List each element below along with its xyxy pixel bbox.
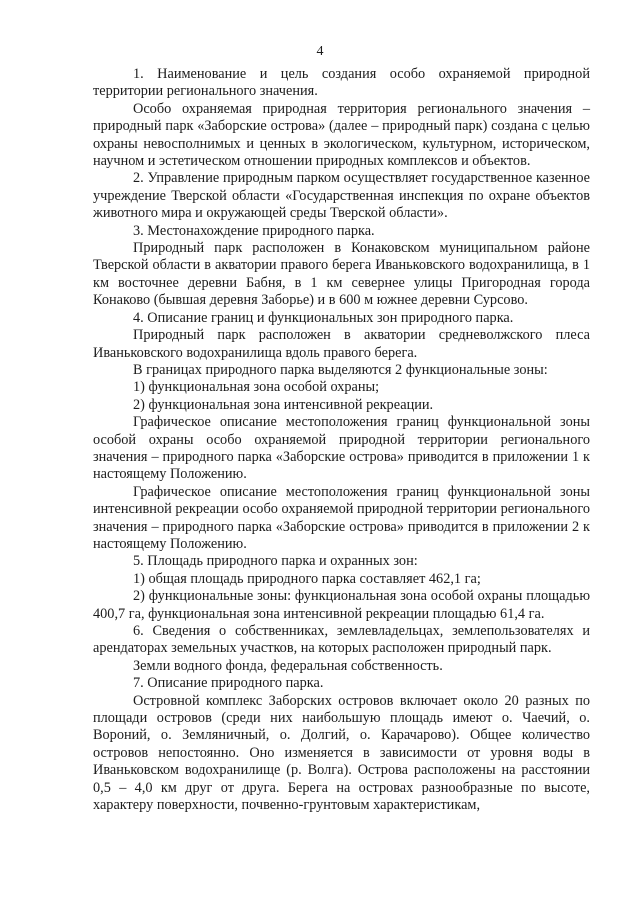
list-item: 1) функциональная зона особой охраны;	[133, 379, 380, 396]
section-heading: 3. Местонахождение природного парка.	[133, 222, 375, 239]
paragraph: В границах природного парка выделяются 2 функциональные зоны:	[133, 361, 548, 378]
document-body	[93, 66, 590, 814]
paragraph: Графическое описание местоположения границ функциональной зоны особой охраны особо охраняемой природной территории регионального значения – природного парка «Заборские острова» приводится в приложении 1 к настоящему Положению.	[93, 414, 590, 483]
section-heading: 1. Наименование и цель создания особо охраняемой природной территории регионального значения.	[93, 66, 590, 100]
list-item: 2) функциональные зоны: функциональная зона особой охраны площадью 400,7 га, функциональная зона интенсивной рекреации площадью 61,4 га.	[93, 588, 590, 622]
section-heading: 2. Управление природным парком осуществляет государственное казенное учреждение Тверской области «Государственная инспекция по охране объектов животного мира и окружающей среды Тверской области».	[93, 170, 590, 222]
list-item: 1) общая площадь природного парка составляет 462,1 га;	[133, 570, 481, 587]
paragraph: Островной комплекс Заборских островов включает около 20 разных по площади островов (среди них наибольшую площадь имеют о. Чаечий, о. Вороний, о. Земляничный, о. Долгий, о. Карачарово). Общее количество островов непостоянно. Оно изменяется в зависимости от уровня воды в Иваньковском водохранилище (р. Волга). Острова расположены на расстоянии 0,5 – 4,0 км друг от друга. Берега на островах разнообразные по высоте, характеру поверхности, почвенно-грунтовым характеристикам,	[93, 692, 590, 814]
paragraph: Особо охраняемая природная территория регионального значения – природный парк «Заборские острова» (далее – природный парк) создана с целью охраны невосполнимых и ценных в экологическом, культурном, историческом, научном и эстетическом отношении природных комплексов и объектов.	[93, 100, 590, 170]
paragraph: Природный парк расположен в Конаковском муниципальном районе Тверской области в акватории правого берега Иваньковского водохранилища, в 1 км восточнее деревни Бабня, в 1 км севернее улицы Пригородная города Конаково (бывшая деревня Заборье) и в 600 м южнее деревни Сурсово.	[93, 240, 590, 309]
page-number: 4	[316, 44, 324, 59]
paragraph: Земли водного фонда, федеральная собственность.	[133, 657, 443, 674]
section-heading: 7. Описание природного парка.	[133, 675, 324, 692]
section-heading: 6. Сведения о собственниках, землевладельцах, землепользователях и арендаторах земельных участков, на которых расположен природный парк.	[93, 623, 590, 657]
section-heading: 4. Описание границ и функциональных зон природного парка.	[133, 309, 514, 326]
paragraph: Графическое описание местоположения границ функциональной зоны интенсивной рекреации особо охраняемой природной территории регионального значения – природного парка «Заборские острова» приводится в приложении 2 к настоящему Положению.	[93, 483, 590, 552]
paragraph: Природный парк расположен в акватории средневолжского плеса Иваньковского водохранилища вдоль правого берега.	[93, 327, 590, 361]
list-item: 2) функциональная зона интенсивной рекреации.	[133, 396, 434, 413]
section-heading: 5. Площадь природного парка и охранных зон:	[133, 553, 418, 570]
